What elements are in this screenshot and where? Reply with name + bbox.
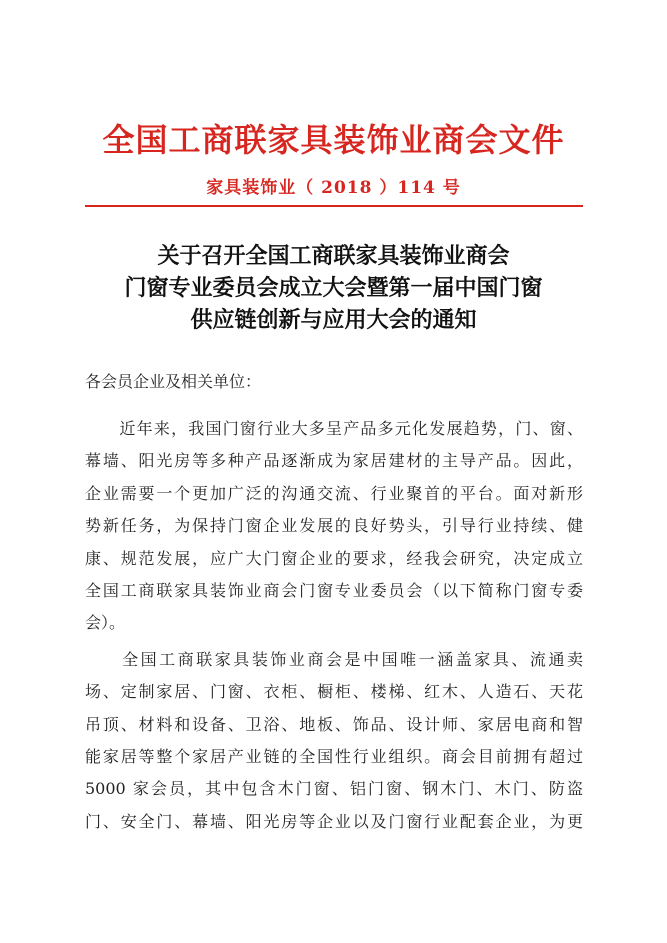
text-line: 康、规范发展，应广大门窗企业的要求，经我会研究，决定成立 — [85, 548, 583, 568]
text-line: 全国工商联家具装饰业商会门窗专业委员会（以下简称门窗专委 — [85, 581, 583, 601]
notice-title — [60, 240, 607, 336]
text-line: 5000 家会员，其中包含木门窗、铝门窗、钢木门、木门、防盗 — [85, 779, 583, 799]
text-line: 势新任务，为保持门窗企业发展的良好势头，引导行业持续、健 — [85, 516, 583, 536]
paragraph-1 — [85, 413, 583, 640]
text-line: 会）。 — [85, 613, 126, 633]
text-line: 场、定制家居、门窗、衣柜、橱柜、楼梯、红木、人造石、天花 — [85, 682, 583, 702]
notice-title-line: 关于召开全国工商联家具装饰业商会 — [157, 243, 510, 269]
notice-title-line: 门窗专业委员会成立大会暨第一届中国门窗 — [124, 275, 543, 301]
notice-title-line: 供应链创新与应用大会的通知 — [190, 307, 477, 333]
paragraph-2 — [85, 644, 583, 838]
text-line: 全国工商联家具装饰业商会是中国唯一涵盖家具、流通卖 — [85, 649, 583, 669]
salutation: 各会员企业及相关单位： — [85, 372, 262, 391]
text-line: 吊顶、材料和设备、卫浴、地板、饰品、设计师、家居电商和智 — [85, 714, 583, 734]
text-line: 门、安全门、幕墙、阳光房等企业以及门窗行业配套企业，为更 — [85, 811, 583, 831]
text-line: 能家居等整个家居产业链的全国性行业组织。商会目前拥有超过 — [85, 747, 583, 767]
doc-number: 家具装饰业（ 2018 ）114 号 — [206, 178, 461, 198]
text-line: 幕墙、阳光房等多种产品逐渐成为家居建材的主导产品。因此， — [85, 451, 583, 471]
text-line: 近年来，我国门窗行业大多呈产品多元化发展趋势，门、窗、 — [85, 419, 583, 438]
red-divider-line — [85, 205, 583, 207]
text-line: 企业需要一个更加广泛的沟通交流、行业聚首的平台。面对新形 — [85, 483, 583, 503]
org-title: 全国工商联家具装饰业商会文件 — [102, 121, 565, 159]
body-text — [85, 413, 583, 838]
